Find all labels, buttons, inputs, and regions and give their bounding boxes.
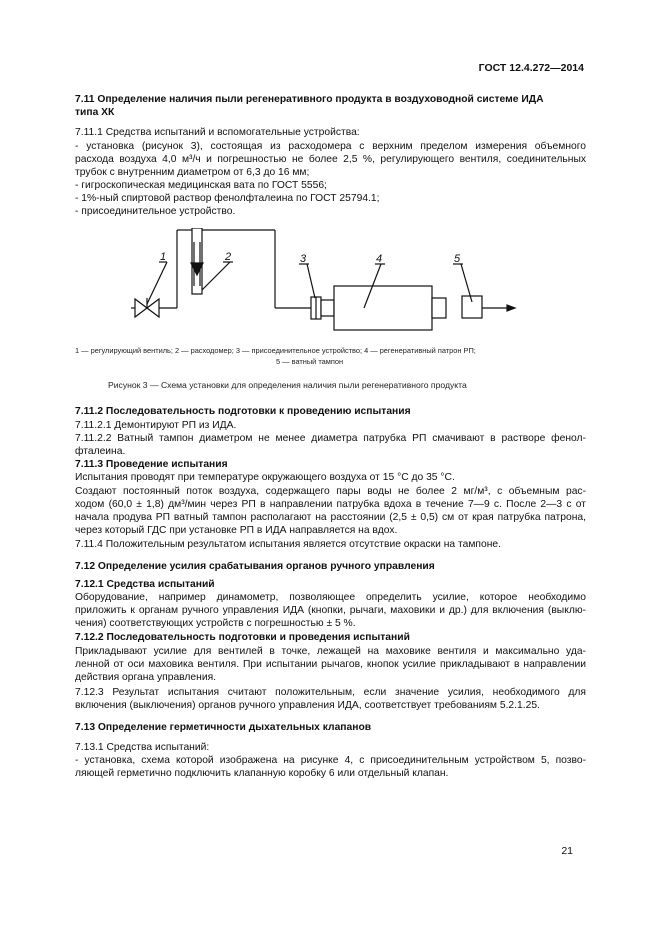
label-5: 5 [454,253,461,265]
text-line: - установка, схема которой изображена на рисунке 4, с присоединительным устройством 5, позво- [75,755,586,766]
text-line: 7.11.4 Положительным результатом испытания является отсутствие окраски на тампоне. [75,539,501,550]
regenerative-cartridge [334,286,432,330]
text-line: Прикладывают усилие для вентилей в точке, лежащей на маховике вентиля и максимально уда- [75,646,586,657]
text-line: - присоединительное устройство. [75,206,236,217]
text-line: Испытания проводят при температуре окружающего воздуха от 15 °С до 35 °С. [75,472,455,483]
figure-legend-line2: 5 — ватный тампон [276,357,344,366]
section-heading: 7.12.1 Средства испытаний [75,579,215,590]
text-line: расхода воздуха 4,0 м³/ч и погрешностью не более 2,5 %, регулирующего вентиля, соединительных [75,154,586,165]
figure-caption: Рисунок 3 — Схема установки для определения наличия пыли регенеративного продукта [108,380,467,390]
text-line: Оборудование, например динамометр, позволяющее определить усилие, которое необходимо [75,592,586,603]
standard-header: ГОСТ 12.4.272—2014 [478,62,584,74]
text-line: - установка (рисунок 3), состоящая из расходомера с верхним пределом измерения объемного [75,141,586,152]
section-heading: 7.13 Определение герметичности дыхательных клапанов [75,722,372,733]
text-line: ленной от оси маховика вентиля. При испытании рычагов, кнопок усилие прикладывают в направлении [75,659,586,670]
text-line: действия органа управления. [75,672,217,683]
text-line: чения) соответствующих устройств с погрешностью ± 5 %. [75,618,356,629]
section-heading: 7.12.2 Последовательность подготовки и проведения испытаний [75,632,410,643]
text-line: - гигроскопическая медицинская вата по ГОСТ 5556; [75,180,327,191]
text-line: фталеина. [75,446,126,457]
label-1: 1 [160,251,167,263]
section-title-7-11-cont: типа ХК [75,107,115,118]
text-line: 7.13.1 Средства испытаний: [75,742,210,753]
text-line: 7.11.2.1 Демонтируют РП из ИДА. [75,420,237,431]
section-heading: 7.12 Определение усилия срабатывания органов ручного управления [75,561,435,572]
text-line: ходом (60,0 ± 1,8) дм³/мин через РП в направлении патрубка вдоха в течение 7—9 с. После 2—3 с от [75,499,586,510]
label-4: 4 [376,253,383,265]
text-line: через который ГДС при установке РП в ИДА направляется на вдох. [75,525,398,536]
label-2: 2 [225,251,232,263]
text-line: трубок с внутренним диаметром от 6,3 до 16 мм; [75,167,310,178]
figure-legend-line1: 1 — регулирующий вентиль; 2 — расходомер; 3 — присоединительное устройство; 4 — регенеративный патрон РП; [75,346,476,355]
text-line: - 1%-ный спиртовой раствор фенолфталеина по ГОСТ 25794.1; [75,193,380,204]
text-line: включения (выключения) органов ручного управления ИДА, соответствует требованиям 5.2.1.25. [75,700,540,711]
text-line: 7.12.3 Результат испытания считают положительным, если значение усилия, необходимого для [75,687,586,698]
text-line: начала продува РП ватный тампон располагают на расстоянии (2,5 ± 0,5) см от края патрубка патрона, [75,512,586,523]
text-line: ляющей герметично подключить клапанную коробку 6 или отдельный клапан. [75,768,449,779]
page-number: 21 [561,845,573,857]
text-line: 7.11.1 Средства испытаний и вспомогательные устройства: [75,127,360,138]
figure-3-diagram [75,228,586,348]
text-line: Создают постоянный поток воздуха, содержащего пары воды не более 2 мг/м³, с объемным рас- [75,486,586,497]
section-heading: 7.11.2 Последовательность подготовки к проведению испытания [75,406,411,417]
text-line: 7.11.2.2 Ватный тампон диаметром не менее диаметра патрубка РП смачивают в растворе фенол- [75,433,586,444]
label-3: 3 [300,253,307,265]
text-line: приложить к органам ручного управления ИДА (кнопки, рычаги, маховики и др.) для включения (выклю- [75,605,586,616]
cotton-swab [462,296,482,318]
section-heading: 7.11.3 Проведение испытания [75,459,228,470]
section-title-7-11: 7.11 Определение наличия пыли регенеративного продукта в воздуховодной системе ИДА [75,94,544,105]
